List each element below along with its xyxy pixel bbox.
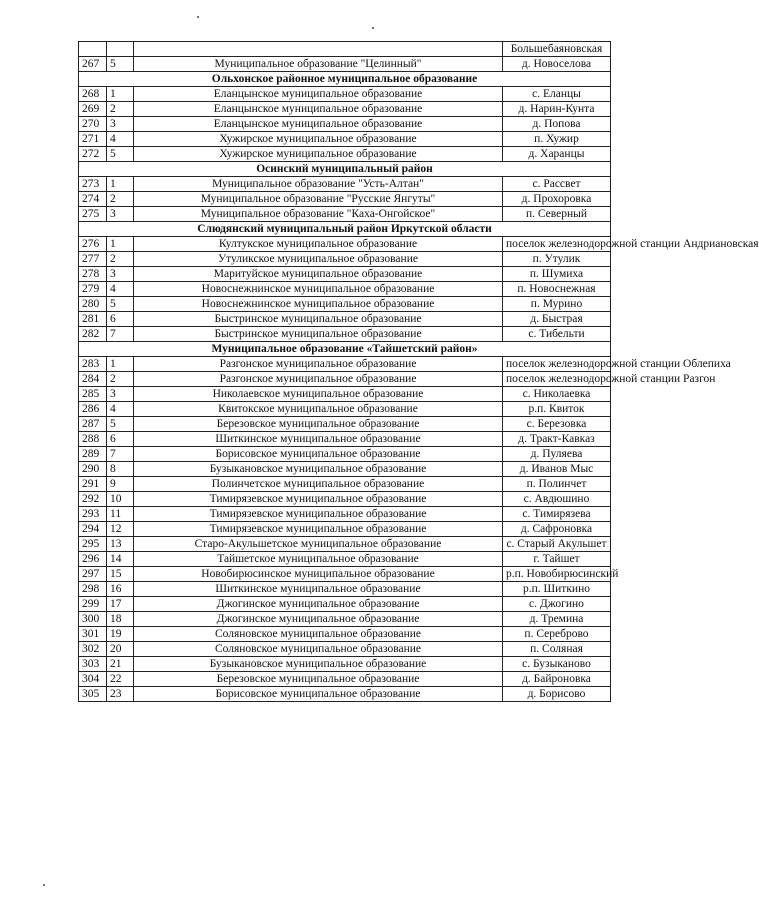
table-row — [79, 252, 611, 267]
row-index-cell: 18 — [107, 612, 134, 627]
row-number-cell: 293 — [79, 507, 107, 522]
row-index-cell: 3 — [107, 117, 134, 132]
locality-cell: д. Байроновка — [503, 672, 611, 687]
locality-cell: д. Прохоровка — [503, 192, 611, 207]
municipality-name-cell: Муниципальное образование "Каха-Онгойское" — [134, 207, 503, 222]
table-row — [79, 267, 611, 282]
locality-cell: д. Тракт-Кавказ — [503, 432, 611, 447]
locality-cell: д. Сафроновка — [503, 522, 611, 537]
table-body — [79, 42, 759, 702]
section-title: Муниципальное образование «Тайшетский район» — [79, 342, 611, 357]
row-number-cell: 298 — [79, 582, 107, 597]
table-row — [79, 522, 611, 537]
row-index-cell: 1 — [107, 237, 134, 252]
row-index-cell: 6 — [107, 432, 134, 447]
municipality-name-cell: Николаевское муниципальное образование — [134, 387, 503, 402]
row-index-cell: 5 — [107, 297, 134, 312]
table-row — [79, 87, 611, 102]
municipality-name-cell: Муниципальное образование "Целинный" — [134, 57, 503, 72]
scan-speck — [197, 16, 199, 18]
table-row — [79, 447, 611, 462]
municipality-name-cell: Соляновское муниципальное образование — [134, 627, 503, 642]
row-number-cell: 300 — [79, 612, 107, 627]
locality-cell: с. Березовка — [503, 417, 611, 432]
locality-cell: п. Сереброво — [503, 627, 611, 642]
row-number-cell: 281 — [79, 312, 107, 327]
table-row — [79, 132, 611, 147]
row-index-cell: 4 — [107, 132, 134, 147]
row-number-cell: 299 — [79, 597, 107, 612]
section-header-row — [79, 72, 611, 87]
locality-cell: с. Тимирязева — [503, 507, 611, 522]
row-number-cell: 304 — [79, 672, 107, 687]
table-row — [79, 357, 611, 372]
locality-cell: д. Пуляева — [503, 447, 611, 462]
municipality-name-cell: Бузыкановское муниципальное образование — [134, 657, 503, 672]
municipality-name-cell: Маритуйское муниципальное образование — [134, 267, 503, 282]
row-number-cell: 269 — [79, 102, 107, 117]
row-number-cell: 268 — [79, 87, 107, 102]
table-row — [79, 387, 611, 402]
table-row — [79, 462, 611, 477]
locality-cell: п. Полинчет — [503, 477, 611, 492]
row-index-cell: 7 — [107, 327, 134, 342]
municipality-name-cell: Квитокское муниципальное образование — [134, 402, 503, 417]
municipality-name-cell: Бузыкановское муниципальное образование — [134, 462, 503, 477]
table-row — [79, 207, 611, 222]
municipality-name-cell: Хужирское муниципальное образование — [134, 132, 503, 147]
locality-cell: с. Еланцы — [503, 87, 611, 102]
row-number-cell: 284 — [79, 372, 107, 387]
row-number-cell: 286 — [79, 402, 107, 417]
table-row — [79, 282, 611, 297]
municipality-name-cell: Джогинское муниципальное образование — [134, 597, 503, 612]
row-number-cell: 305 — [79, 687, 107, 702]
table-row — [79, 312, 611, 327]
table-row — [79, 192, 611, 207]
row-number-cell: 288 — [79, 432, 107, 447]
row-index-cell: 3 — [107, 387, 134, 402]
locality-cell: д. Тремина — [503, 612, 611, 627]
row-number-cell: 272 — [79, 147, 107, 162]
municipality-name-cell: Тимирязевское муниципальное образование — [134, 522, 503, 537]
municipality-name-cell: Соляновское муниципальное образование — [134, 642, 503, 657]
row-index-cell: 15 — [107, 567, 134, 582]
row-index-cell: 17 — [107, 597, 134, 612]
row-index-cell: 2 — [107, 192, 134, 207]
locality-cell: р.п. Шиткино — [503, 582, 611, 597]
municipality-name-cell: Еланцынское муниципальное образование — [134, 87, 503, 102]
row-number-cell: 296 — [79, 552, 107, 567]
row-number-cell: 294 — [79, 522, 107, 537]
locality-cell: д. Нарин-Кунта — [503, 102, 611, 117]
scan-speck — [43, 884, 45, 886]
table-row — [79, 642, 611, 657]
table-row — [79, 102, 611, 117]
table-row — [79, 552, 611, 567]
locality-cell: д. Попова — [503, 117, 611, 132]
table-row — [79, 117, 611, 132]
table-row — [79, 567, 611, 582]
section-header-row — [79, 222, 611, 237]
section-title: Ольхонское районное муниципальное образование — [79, 72, 611, 87]
table-row — [79, 417, 611, 432]
table-row — [79, 537, 611, 552]
section-header-row — [79, 342, 611, 357]
municipality-name-cell: Джогинское муниципальное образование — [134, 612, 503, 627]
row-index-cell: 2 — [107, 102, 134, 117]
municipality-name-cell: Тайшетское муниципальное образование — [134, 552, 503, 567]
locality-cell: д. Борисово — [503, 687, 611, 702]
row-number-cell: 285 — [79, 387, 107, 402]
row-index-cell: 5 — [107, 57, 134, 72]
table-row — [79, 582, 611, 597]
municipality-name-cell: Быстринское муниципальное образование — [134, 312, 503, 327]
municipality-name-cell: Еланцынское муниципальное образование — [134, 117, 503, 132]
municipality-name-cell: Шиткинское муниципальное образование — [134, 432, 503, 447]
row-index-cell: 6 — [107, 312, 134, 327]
locality-cell: п. Соляная — [503, 642, 611, 657]
row-index-cell: 3 — [107, 267, 134, 282]
row-number-cell: 292 — [79, 492, 107, 507]
municipality-name-cell — [134, 42, 503, 57]
table-row — [79, 327, 611, 342]
row-index-cell: 3 — [107, 207, 134, 222]
table-row — [79, 297, 611, 312]
municipality-name-cell: Борисовское муниципальное образование — [134, 447, 503, 462]
row-number-cell: 271 — [79, 132, 107, 147]
locality-cell: д. Иванов Мыс — [503, 462, 611, 477]
row-index-cell: 2 — [107, 252, 134, 267]
table-row — [79, 672, 611, 687]
municipality-name-cell: Березовское муниципальное образование — [134, 417, 503, 432]
municipality-name-cell: Утуликское муниципальное образование — [134, 252, 503, 267]
locality-cell: р.п. Квиток — [503, 402, 611, 417]
row-index-cell: 10 — [107, 492, 134, 507]
municipality-name-cell: Тимирязевское муниципальное образование — [134, 507, 503, 522]
municipality-name-cell: Култукское муниципальное образование — [134, 237, 503, 252]
table-row — [79, 597, 611, 612]
locality-cell: п. Мурино — [503, 297, 611, 312]
row-number-cell: 279 — [79, 282, 107, 297]
section-header-row — [79, 162, 611, 177]
row-number-cell: 297 — [79, 567, 107, 582]
municipality-name-cell: Тимирязевское муниципальное образование — [134, 492, 503, 507]
row-index-cell: 4 — [107, 282, 134, 297]
table-row — [79, 237, 611, 252]
municipality-name-cell: Полинчетское муниципальное образование — [134, 477, 503, 492]
locality-cell: р.п. Новобирюсинский — [503, 567, 611, 582]
row-index-cell: 1 — [107, 177, 134, 192]
municipality-name-cell: Шиткинское муниципальное образование — [134, 582, 503, 597]
table-row — [79, 657, 611, 672]
row-index-cell: 5 — [107, 147, 134, 162]
row-number-cell: 303 — [79, 657, 107, 672]
table-row — [79, 612, 611, 627]
municipality-name-cell: Разгонское муниципальное образование — [134, 357, 503, 372]
locality-cell: п. Утулик — [503, 252, 611, 267]
row-number-cell: 301 — [79, 627, 107, 642]
row-index-cell: 12 — [107, 522, 134, 537]
row-index-cell: 23 — [107, 687, 134, 702]
table-row — [79, 432, 611, 447]
row-number-cell — [79, 42, 107, 57]
row-number-cell: 274 — [79, 192, 107, 207]
locality-cell: Большебаяновская — [503, 42, 611, 57]
locality-cell: п. Северный — [503, 207, 611, 222]
locality-cell: с. Тибельти — [503, 327, 611, 342]
table-row — [79, 492, 611, 507]
row-number-cell: 280 — [79, 297, 107, 312]
row-number-cell: 302 — [79, 642, 107, 657]
locality-cell: поселок железнодорожной станции Андриановская — [503, 237, 611, 252]
municipalities-table — [78, 41, 759, 702]
section-title: Слюдянский муниципальный район Иркутской области — [79, 222, 611, 237]
row-number-cell: 290 — [79, 462, 107, 477]
municipality-name-cell: Новобирюсинское муниципальное образование — [134, 567, 503, 582]
locality-cell: с. Авдюшино — [503, 492, 611, 507]
municipality-name-cell: Хужирское муниципальное образование — [134, 147, 503, 162]
row-index-cell: 21 — [107, 657, 134, 672]
locality-cell: с. Николаевка — [503, 387, 611, 402]
municipality-name-cell: Березовское муниципальное образование — [134, 672, 503, 687]
table-row — [79, 507, 611, 522]
section-title: Осинский муниципальный район — [79, 162, 611, 177]
row-index-cell: 13 — [107, 537, 134, 552]
municipality-name-cell: Новоснежнинское муниципальное образование — [134, 297, 503, 312]
row-index-cell: 20 — [107, 642, 134, 657]
row-number-cell: 283 — [79, 357, 107, 372]
table-row — [79, 627, 611, 642]
municipality-name-cell: Борисовское муниципальное образование — [134, 687, 503, 702]
row-number-cell: 287 — [79, 417, 107, 432]
municipality-name-cell: Быстринское муниципальное образование — [134, 327, 503, 342]
row-index-cell: 2 — [107, 372, 134, 387]
table-row — [79, 477, 611, 492]
row-index-cell: 22 — [107, 672, 134, 687]
locality-cell: с. Джогино — [503, 597, 611, 612]
locality-cell: с. Старый Акульшет — [503, 537, 611, 552]
row-number-cell: 277 — [79, 252, 107, 267]
row-index-cell: 19 — [107, 627, 134, 642]
table-row — [79, 177, 611, 192]
locality-cell: п. Новоснежная — [503, 282, 611, 297]
table-row — [79, 687, 611, 702]
municipality-name-cell: Старо-Акульшетское муниципальное образование — [134, 537, 503, 552]
table-row — [79, 147, 611, 162]
row-number-cell: 270 — [79, 117, 107, 132]
locality-cell: д. Харанцы — [503, 147, 611, 162]
row-index-cell: 7 — [107, 447, 134, 462]
municipality-name-cell: Муниципальное образование "Усть-Алтан" — [134, 177, 503, 192]
row-index-cell: 4 — [107, 402, 134, 417]
row-index-cell: 9 — [107, 477, 134, 492]
municipality-name-cell: Муниципальное образование "Русские Янгуты" — [134, 192, 503, 207]
row-index-cell: 1 — [107, 357, 134, 372]
row-number-cell: 295 — [79, 537, 107, 552]
row-index-cell: 1 — [107, 87, 134, 102]
table-row — [79, 57, 611, 72]
row-index-cell: 8 — [107, 462, 134, 477]
locality-cell: с. Рассвет — [503, 177, 611, 192]
row-index-cell: 11 — [107, 507, 134, 522]
municipality-name-cell: Разгонское муниципальное образование — [134, 372, 503, 387]
municipality-name-cell: Новоснежнинское муниципальное образование — [134, 282, 503, 297]
locality-cell: г. Тайшет — [503, 552, 611, 567]
row-index-cell: 14 — [107, 552, 134, 567]
table-row — [79, 42, 611, 57]
table-row — [79, 372, 611, 387]
row-index-cell — [107, 42, 134, 57]
scan-speck — [372, 27, 374, 29]
row-number-cell: 267 — [79, 57, 107, 72]
row-number-cell: 275 — [79, 207, 107, 222]
locality-cell: с. Бузыканово — [503, 657, 611, 672]
locality-cell: п. Шумиха — [503, 267, 611, 282]
locality-cell: поселок железнодорожной станции Разгон — [503, 372, 611, 387]
row-index-cell: 5 — [107, 417, 134, 432]
locality-cell: д. Быстрая — [503, 312, 611, 327]
municipality-name-cell: Еланцынское муниципальное образование — [134, 102, 503, 117]
row-number-cell: 289 — [79, 447, 107, 462]
locality-cell: п. Хужир — [503, 132, 611, 147]
row-number-cell: 278 — [79, 267, 107, 282]
locality-cell: поселок железнодорожной станции Облепиха — [503, 357, 611, 372]
row-number-cell: 273 — [79, 177, 107, 192]
locality-cell: д. Новоселова — [503, 57, 611, 72]
row-number-cell: 276 — [79, 237, 107, 252]
row-number-cell: 282 — [79, 327, 107, 342]
table-row — [79, 402, 611, 417]
row-number-cell: 291 — [79, 477, 107, 492]
row-index-cell: 16 — [107, 582, 134, 597]
